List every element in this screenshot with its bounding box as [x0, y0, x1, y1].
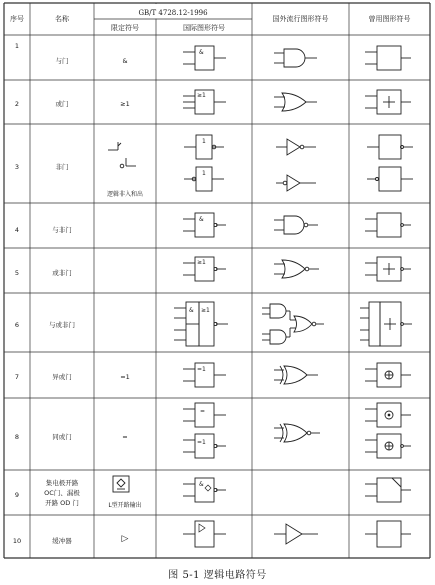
- row-8-old-symbol: [365, 403, 411, 458]
- row-3-foreign-symbol: [276, 139, 316, 191]
- row-4-intl-symbol: [183, 213, 226, 237]
- row-2-old-symbol: [365, 90, 411, 114]
- row-3-seq: 3: [14, 163, 20, 171]
- row-8-intl-label-b: =1: [197, 439, 206, 446]
- row-8-qualifier: =: [122, 433, 128, 441]
- row-8-intl-label: =: [200, 408, 206, 415]
- row-3-old-symbol: [367, 135, 413, 191]
- row-6-intl-label-b: ≥1: [201, 307, 210, 314]
- row-10-qualifier: ▷: [121, 534, 129, 544]
- row-9-qualifier: L型开路输出: [108, 502, 142, 509]
- row-3-intl-label: 1: [202, 138, 206, 145]
- row-9-seq: 9: [14, 491, 20, 499]
- row-2-name: 或门: [55, 100, 69, 108]
- row-1-foreign-symbol: [274, 49, 317, 67]
- row-8-foreign-symbol: [274, 424, 320, 442]
- row-1-intl-label: &: [199, 49, 204, 56]
- header-qualifier: 限定符号: [111, 24, 139, 32]
- row-3-intl-label-b: 1: [202, 170, 206, 177]
- row-7-name: 异或门: [52, 373, 72, 381]
- row-9-name-line1: 集电极开路: [45, 479, 79, 487]
- row-7-qualifier: =1: [120, 373, 130, 381]
- row-1-seq: 1: [14, 42, 20, 50]
- row-1-old-symbol: [365, 46, 411, 70]
- row-2-qualifier: ≥1: [120, 100, 130, 108]
- row-3-qualifier: 逻辑非入和出: [106, 191, 143, 198]
- row-4-old-symbol: [365, 213, 411, 237]
- row-4-intl-label: &: [199, 216, 204, 223]
- row-1-qualifier: &: [122, 57, 128, 65]
- row-2-foreign-symbol: [274, 93, 317, 111]
- row-2-intl-label: ≥1: [197, 92, 206, 99]
- header-standard: GB/T 4728.12-1996: [138, 9, 208, 17]
- header-intl-symbol: 国际图形符号: [183, 24, 225, 32]
- row-10-name: 缓冲器: [52, 537, 72, 545]
- row-6-intl-symbol: [174, 302, 228, 346]
- row-8-seq: 8: [14, 433, 20, 441]
- row-3-intl-symbol: [184, 135, 224, 191]
- row-8-intl-symbol: [183, 403, 226, 458]
- row-1-name: 与门: [55, 57, 69, 65]
- row-7-seq: 7: [14, 373, 20, 381]
- row-6-foreign-symbol: [262, 304, 324, 344]
- row-9-intl-label: &: [199, 481, 204, 488]
- row-5-intl-label: ≥1: [197, 259, 206, 266]
- row-9-intl-symbol: [183, 478, 226, 502]
- row-7-intl-label: =1: [197, 366, 206, 373]
- header-name: 名称: [55, 15, 69, 23]
- row-6-old-symbol: [360, 302, 412, 346]
- row-4-foreign-symbol: [274, 216, 318, 234]
- header-old-symbol: 曾用图形符号: [368, 15, 411, 23]
- row-4-seq: 4: [14, 226, 20, 234]
- row-5-intl-symbol: [183, 257, 226, 281]
- row-10-foreign-symbol: [274, 524, 318, 544]
- row-9-name-line3: 开路 OD 门: [45, 499, 79, 507]
- row-5-name: 或非门: [52, 269, 72, 277]
- row-10-intl-symbol: [183, 521, 226, 547]
- row-10-seq: 10: [12, 537, 22, 545]
- row-2-seq: 2: [14, 100, 20, 108]
- row-6-intl-label: &: [189, 307, 194, 314]
- row-4-name: 与非门: [52, 226, 72, 234]
- row-9-old-symbol: [365, 478, 411, 502]
- row-9-qualifier-symbol: [113, 476, 129, 492]
- row-7-foreign-symbol: [274, 366, 318, 384]
- row-7-intl-symbol: [183, 363, 226, 387]
- row-6-name: 与或非门: [49, 321, 75, 329]
- header-foreign-symbol: 国外流行图形符号: [272, 15, 329, 23]
- row-5-old-symbol: [365, 257, 411, 281]
- row-1-intl-symbol: [183, 46, 226, 70]
- header-seq: 序号: [10, 15, 24, 23]
- row-2-intl-symbol: [183, 90, 226, 114]
- row-7-old-symbol: [365, 363, 411, 387]
- row-9-name-line2: OC门、漏极: [44, 489, 80, 497]
- row-8-name: 同或门: [52, 433, 72, 441]
- row-3-name: 非门: [55, 163, 69, 171]
- row-5-foreign-symbol: [274, 260, 319, 278]
- figure-caption: 图 5-1 逻辑电路符号: [168, 570, 267, 581]
- row-10-old-symbol: [365, 521, 411, 547]
- row-5-seq: 5: [14, 269, 20, 277]
- row-3-qualifier-symbols: [108, 142, 136, 168]
- row-6-seq: 6: [14, 321, 20, 329]
